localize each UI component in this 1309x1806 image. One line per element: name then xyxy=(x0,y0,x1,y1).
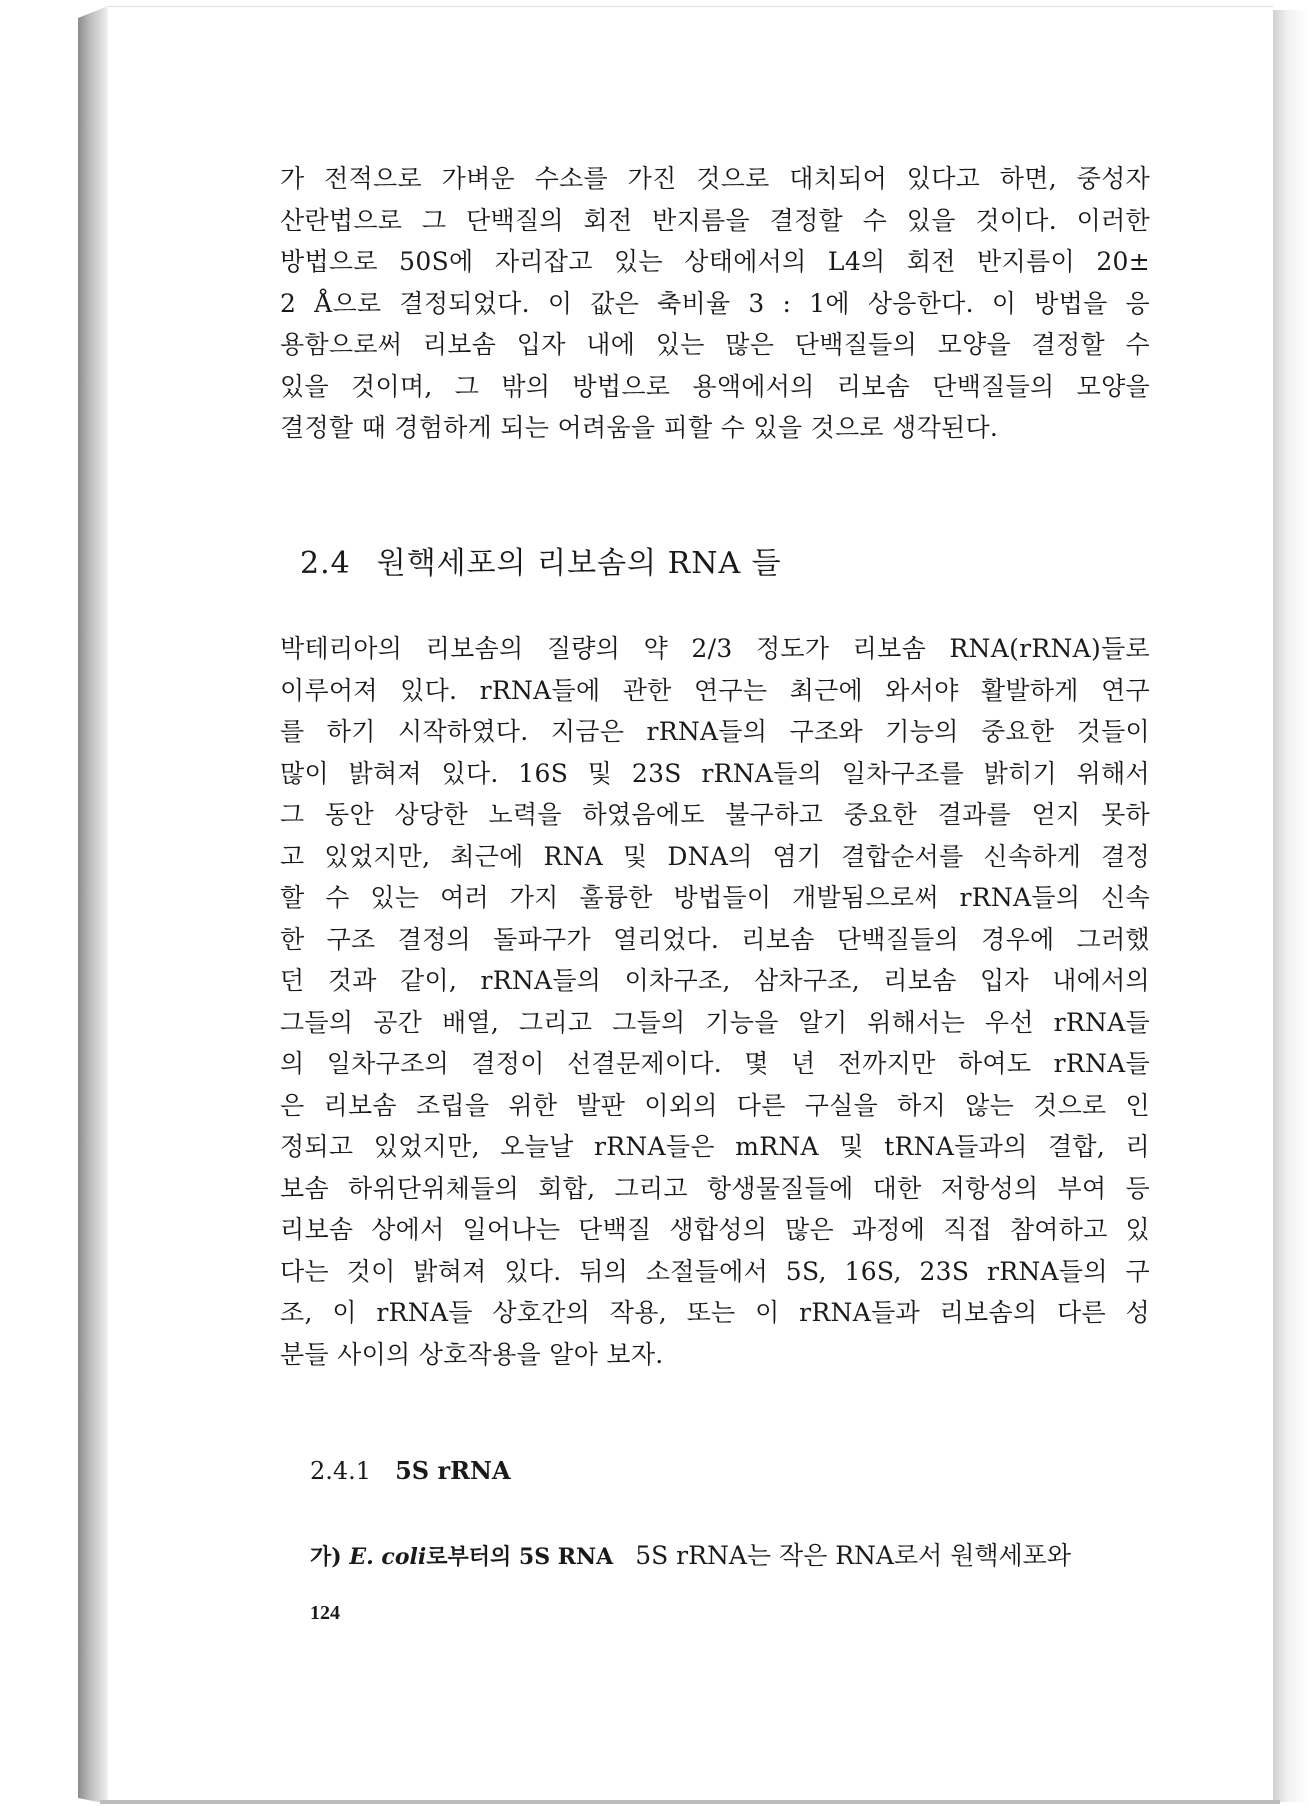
subsection-heading xyxy=(310,1456,511,1485)
paragraph-line: 분들 사이의 상호작용을 알아 보자. xyxy=(280,1339,664,1369)
section-number: 2.4 xyxy=(300,546,351,581)
item-label-rest: 로부터의 5S RNA xyxy=(426,1544,614,1570)
paragraph-line: 리보솜 상에서 일어나는 단백질 생합성의 많은 과정에 직접 참여하고 있 xyxy=(280,1215,1150,1244)
paragraph-line: 그 동안 상당한 노력을 하였음에도 불구하고 중요한 결과를 얻지 못하 xyxy=(280,800,1150,829)
section-title: 원핵세포의 리보솜의 RNA 들 xyxy=(376,546,782,581)
paragraph-line: 가 전적으로 가벼운 수소를 가진 것으로 대치되어 있다고 하면, 중성자 xyxy=(280,164,1150,193)
paragraph-line: 있을 것이며, 그 밖의 방법으로 용액에서의 리보솜 단백질들의 모양을 xyxy=(280,371,1150,401)
paragraph-line: 한 구조 결정의 돌파구가 열리었다. 리보솜 단백질들의 경우에 그러했 xyxy=(280,924,1150,954)
page-edge-shadow xyxy=(1273,10,1309,1802)
paragraph-line: 용함으로써 리보솜 입자 내에 있는 많은 단백질들의 모양을 결정할 수 xyxy=(280,330,1150,359)
paragraph-line: 결정할 때 경험하게 되는 어려움을 피할 수 있을 것으로 생각된다. xyxy=(280,413,999,442)
species-name: E. coli xyxy=(349,1544,427,1570)
paragraph-line: 은 리보솜 조립을 위한 발판 이외의 다른 구실을 하지 않는 것으로 인 xyxy=(280,1090,1150,1120)
paragraph-line: 방법으로 50S에 자리잡고 있는 상태에서의 L4의 회전 반지름이 20± xyxy=(280,247,1150,276)
paragraph-line: 2 Å으로 결정되었다. 이 값은 축비율 3 : 1에 상응한다. 이 방법을 응 xyxy=(280,288,1150,318)
paragraph-line: 산란법으로 그 단백질의 회전 반지름을 결정할 수 있을 것이다. 이러한 xyxy=(280,205,1150,235)
paragraph-line: 그들의 공간 배열, 그리고 그들의 기능을 알기 위해서는 우선 rRNA들 xyxy=(280,1007,1150,1037)
page-number: 124 xyxy=(310,1602,340,1624)
page-bottom-edge xyxy=(100,1800,1280,1804)
paragraph-line: 할 수 있는 여러 가지 훌륭한 방법들이 개발됨으로써 rRNA들의 신속 xyxy=(280,883,1150,912)
paragraph-line: 보솜 하위단위체들의 회합, 그리고 항생물질들에 대한 저항성의 부여 등 xyxy=(280,1173,1150,1203)
subsection-title: 5S rRNA xyxy=(395,1456,511,1485)
paragraph-line: 다는 것이 밝혀져 있다. 뒤의 소절들에서 5S, 16S, 23S rRNA들의 구 xyxy=(280,1256,1150,1286)
item-5s-rna xyxy=(310,1536,1160,1577)
item-text: 5S rRNA는 작은 RNA로서 원핵세포와 xyxy=(635,1541,1071,1570)
paragraph-line: 고 있었지만, 최근에 RNA 및 DNA의 염기 결합순서를 신속하게 결정 xyxy=(280,841,1150,871)
paragraph-line: 많이 밝혀져 있다. 16S 및 23S rRNA들의 일차구조를 밝히기 위해서 xyxy=(280,758,1150,788)
paragraph-line: 를 하기 시작하였다. 지금은 rRNA들의 구조와 기능의 중요한 것들이 xyxy=(280,717,1150,746)
book-spine xyxy=(78,6,108,1804)
item-marker: 가) xyxy=(310,1544,342,1570)
paragraph-rrna xyxy=(280,628,1150,1375)
subsection-number: 2.4.1 xyxy=(310,1457,372,1485)
paragraph-line: 박테리아의 리보솜의 질량의 약 2/3 정도가 리보솜 RNA(rRNA)들로 xyxy=(280,634,1150,663)
item-label xyxy=(310,1544,613,1570)
paragraph-line: 정되고 있었지만, 오늘날 rRNA들은 mRNA 및 tRNA들과의 결합, 리 xyxy=(280,1132,1150,1161)
paragraph-line: 이루어져 있다. rRNA들에 관한 연구는 최근에 와서야 활발하게 연구 xyxy=(280,675,1150,705)
paragraph-line: 의 일차구조의 결정이 선결문제이다. 몇 년 전까지만 하여도 rRNA들 xyxy=(280,1049,1150,1078)
paragraph-line: 던 것과 같이, rRNA들의 이차구조, 삼차구조, 리보솜 입자 내에서의 xyxy=(280,966,1150,995)
paragraph-intro xyxy=(280,158,1150,449)
section-heading xyxy=(300,538,782,582)
paragraph-line: 조, 이 rRNA들 상호간의 작용, 또는 이 rRNA들과 리보솜의 다른 성 xyxy=(280,1298,1150,1327)
